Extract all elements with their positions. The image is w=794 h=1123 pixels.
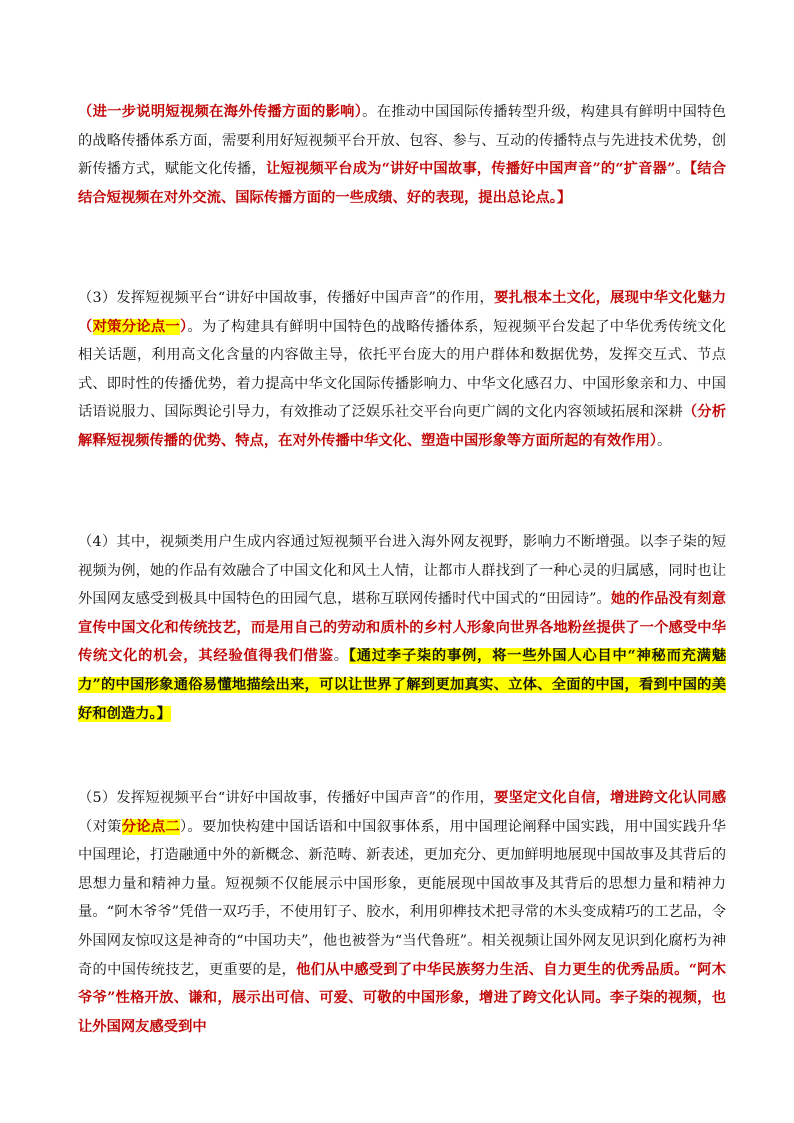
text-run: 【通过李子柒的事例，将一些外国人心目中“神秘而充满魅力”的中国形象通俗易懂地描绘出来，可以让世界了解到更加真实、立体、全面的中国，看到中国的美好和创造力。】 (78, 648, 727, 722)
text-run: （分析解释短视频传播的优势、特点，在对外传播中华文化、塑造中国形象等方面所起的有效作用） (78, 404, 727, 449)
text-run: （5）发挥短视频平台“讲好中国故事，传播好中国声音”的作用， (78, 790, 495, 806)
text-run: 对策分论点一 (92, 318, 180, 335)
text-run: 。 (675, 161, 690, 178)
text-run: 他们从中感受到了中华民族努力生活、自力更生的优秀品质。“阿木爷爷”性格开放、谦和，展示出可信、可爱、可敬的中国形象，增进了跨文化认同。李子柒的视频，也让外国网友感受到中 (78, 961, 727, 1035)
paragraph-sub-argument-2 (78, 784, 726, 1041)
text-run: （ (78, 318, 93, 335)
text-run: 让短视频平台成为“讲好中国故事，传播好中国声音”的“扩音器” (265, 161, 676, 178)
paragraph-overall-argument (78, 98, 726, 212)
text-run: （4）其中，视频类用户生成内容通过短视频平台进入海外网友视野，影响力不断增强。以李子柒的短视频为例，她的作品有效融合了中国文化和风土人情，让都市人群找到了一种心灵的归属感，同时也让外国网友感受到极具中国特色的田园气息，堪称互联网传播时代中国式的“田园诗”。 (78, 534, 726, 608)
text-run: （3）发挥短视频平台“讲好中国故事，传播好中国声音”的作用， (78, 290, 495, 306)
text-run: （对策 (78, 818, 122, 835)
paragraph-li-ziqi-example (78, 528, 726, 728)
text-run: 要坚定文化自信，增进跨文化认同感 (494, 790, 726, 806)
text-run: 。在推动中国国际传播转型升级，构建具有鲜明中国特色的战略传播体系方面，需要利用好短视频平台开放、包容、参与、互动的传播特点与先进技术优势，创新传播方式，赋能文化传播， (78, 104, 726, 178)
text-run: ） (179, 318, 188, 335)
text-run: 。 (333, 648, 349, 665)
text-run: （进一步说明短视频在海外传播方面的影响） (78, 104, 363, 120)
text-run: 她的作品没有刻意宣传中国文化和传统技艺，而是用自己的劳动和质朴的乡村人形象向世界各地粉丝提供了一个感受中华传统文化的机会，其经验值得我们借鉴 (78, 591, 726, 665)
text-run: 。为了构建具有鲜明中国特色的战略传播体系，短视频平台发起了中华优秀传统文化相关话题，利用高文化含量的内容做主导，依托平台庞大的用户群体和数据优势，发挥交互式、节点式、即时性的传播优势，着力提高中华文化国际传播影响力、中华文化感召力、中国形象亲和力、中国话语说服力、国际舆论引导力，有效推动了泛娱乐社交平台向更广阔的文化内容领域拓展和深耕 (78, 318, 727, 421)
text-run: 。 (657, 432, 672, 449)
paragraph-sub-argument-1 (78, 284, 726, 456)
text-run: 【结合结合短视频在对外交流、国际传播方面的一些成绩、好的表现，提出总论点。】 (78, 161, 726, 206)
text-run: 要扎根本土文化，展现中华文化魅力 (494, 290, 726, 306)
text-run: ）。要加快构建中国话语和中国叙事体系，用中国理论阐释中国实践，用中国实践升华中国理论，打造融通中外的新概念、新范畴、新表述，更加充分、更加鲜明地展现中国故事及其背后的思想力量和精神力量。短视频不仅能展示中国形象，更能展现中国故事及其背后的思想力量和精神力量。“阿木爷爷”凭借一双巧手，不使用钉子、胶水，利用卯榫技术把寻常的木头变成精巧的工艺品，令外国网友惊叹这是神奇的“中国功夫”，他也被誉为“当代鲁班”。相关视频让国外网友见识到化腐朽为神奇的中国传统技艺，更重要的是， (78, 818, 727, 978)
text-run: 分论点二 (121, 818, 180, 835)
